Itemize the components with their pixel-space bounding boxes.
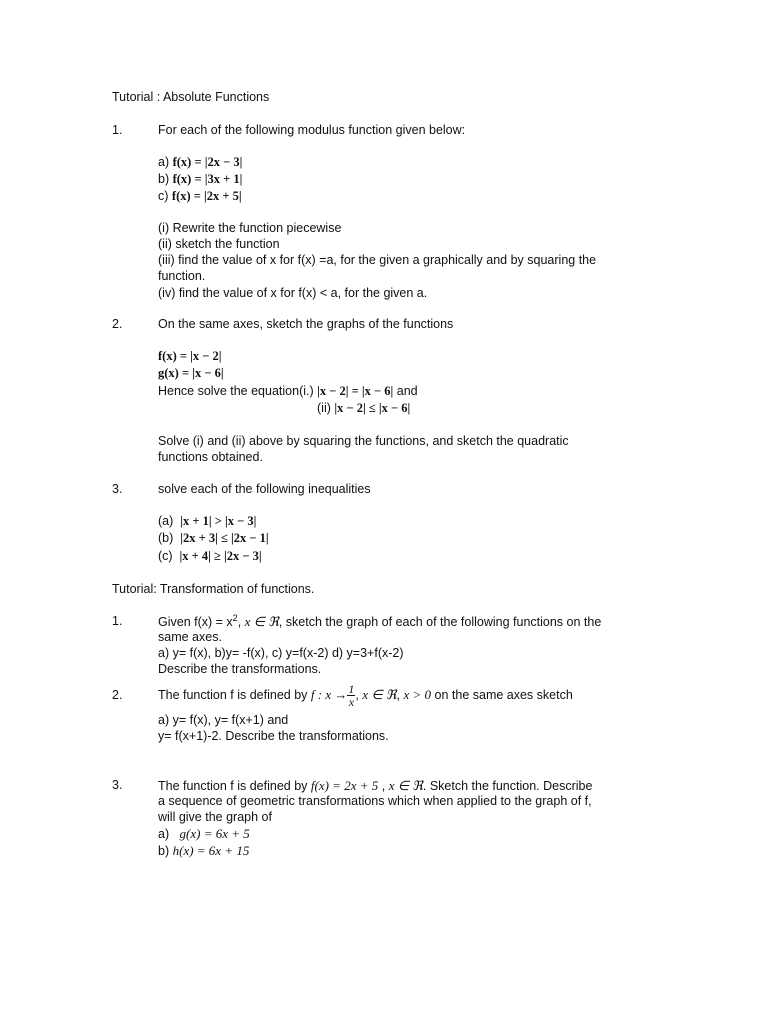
equation-2: |x − 2| ≤ |x − 6| <box>334 401 411 415</box>
question-text <box>158 778 592 794</box>
and-text: and <box>396 384 418 398</box>
text-segment: . Sketch the function. Describe <box>422 779 593 793</box>
question-text: For each of the following modulus function given below: <box>158 123 466 137</box>
inequality: |x + 4| ≥ |2x − 3| <box>179 549 262 563</box>
question-number: 1. <box>112 614 123 628</box>
function-f: f(x) = |x − 2| <box>158 349 222 363</box>
task-line: (ii) sketch the function <box>158 237 280 251</box>
part-label: b) <box>158 844 170 858</box>
domain-expression: x ∈ ℜ <box>388 778 423 793</box>
question-number: 3. <box>112 482 123 496</box>
function-expression: h(x) = 6x + 15 <box>172 843 250 858</box>
question-text: solve each of the following inequalities <box>158 482 371 496</box>
sub-part <box>158 172 242 187</box>
domain-expression: x ∈ ℜ <box>244 614 279 629</box>
part-label: (a) <box>158 514 174 528</box>
question-line: Describe the transformations. <box>158 662 322 676</box>
task-line: (iv) find the value of x for f(x) < a, for the given a. <box>158 286 428 300</box>
hence-text: Hence solve the equation(i.) <box>158 384 314 398</box>
equation-1: |x − 2| = |x − 6| <box>317 384 394 398</box>
part-label: (c) <box>158 549 173 563</box>
solve-line: functions obtained. <box>158 450 263 464</box>
text-segment: on the same axes sketch <box>434 688 573 702</box>
math-expression: f(x) = |2x + 5| <box>171 189 242 203</box>
text-segment: , <box>355 688 359 702</box>
equation-line-2 <box>317 401 410 416</box>
question-text <box>158 679 573 711</box>
inequality: |2x + 3| ≤ |2x − 1| <box>180 531 269 545</box>
question-line: will give the graph of <box>158 810 272 824</box>
sub-part <box>158 189 242 204</box>
text-segment: The function f is defined by <box>158 779 308 793</box>
text-segment: , <box>237 615 242 629</box>
question-number: 1. <box>112 123 123 137</box>
inequality-part <box>158 549 262 564</box>
text-segment: Given f(x) = x <box>158 615 233 629</box>
question-line: a sequence of geometric transformations which when applied to the graph of f, <box>158 794 592 808</box>
function-g: g(x) = |x − 6| <box>158 366 224 380</box>
text-segment: , <box>381 779 386 793</box>
part-label: b) <box>158 172 170 186</box>
question-number: 2. <box>112 688 123 702</box>
task-line: (i) Rewrite the function piecewise <box>158 221 342 235</box>
sub-part <box>158 843 249 859</box>
text-segment: The function f is defined by <box>158 688 308 702</box>
sub-part <box>158 826 250 842</box>
condition-expression: x > 0 <box>403 687 432 702</box>
part-label: c) <box>158 189 169 203</box>
inequality: |x + 1| > |x − 3| <box>180 514 257 528</box>
text-segment: , sketch the graph of each of the following functions on the <box>278 615 602 629</box>
solve-line: Solve (i) and (ii) above by squaring the functions, and sketch the quadratic <box>158 434 569 448</box>
task-line: function. <box>158 269 206 283</box>
question-text <box>158 614 601 630</box>
question-number: 3. <box>112 778 123 792</box>
text-segment: , <box>396 688 400 702</box>
question-line: a) y= f(x), b)y= -f(x), c) y=f(x-2) d) y=3+f(x-2) <box>158 646 404 660</box>
domain-expression: x ∈ ℜ <box>362 687 397 702</box>
question-line: a) y= f(x), y= f(x+1) and <box>158 713 289 727</box>
math-expression: f(x) = |3x + 1| <box>172 172 243 186</box>
part-label: (ii) <box>317 401 331 415</box>
question-line: y= f(x+1)-2. Describe the transformations. <box>158 729 389 743</box>
part-label: (b) <box>158 531 174 545</box>
hence-line <box>158 384 418 399</box>
sub-part <box>158 155 242 170</box>
tutorial-absolute-title: Tutorial : Absolute Functions <box>112 90 270 104</box>
mapping-expression: f : x → <box>310 687 348 702</box>
superscript: 2 <box>232 612 238 623</box>
fraction-denominator: x <box>348 695 355 710</box>
tutorial-transformation-title: Tutorial: Transformation of functions. <box>112 582 315 596</box>
inequality-part <box>158 514 256 529</box>
question-text: On the same axes, sketch the graphs of the functions <box>158 317 454 331</box>
inequality-part <box>158 531 269 546</box>
part-label: a) <box>158 827 170 841</box>
task-line: (iii) find the value of x for f(x) =a, for the given a graphically and by squaring the <box>158 253 597 267</box>
question-line: same axes. <box>158 630 222 644</box>
function-expression: f(x) = 2x + 5 <box>310 778 379 793</box>
part-label: a) <box>158 155 170 169</box>
question-number: 2. <box>112 317 123 331</box>
fraction-numerator: 1 <box>348 682 355 697</box>
math-expression: f(x) = |2x − 3| <box>172 155 243 169</box>
function-expression: g(x) = 6x + 5 <box>179 826 250 841</box>
